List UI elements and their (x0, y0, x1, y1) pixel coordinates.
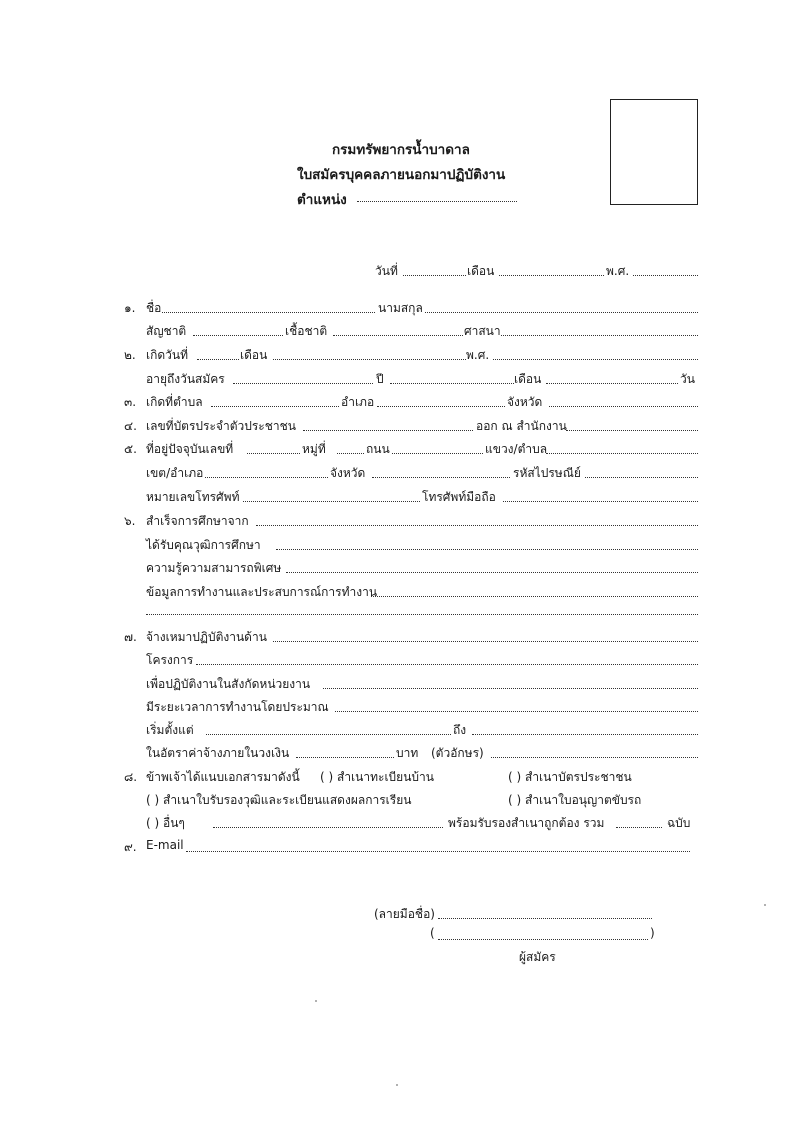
date-day-label: วันที่ (375, 264, 398, 278)
ethnicity-label: เชื้อชาติ (285, 324, 328, 338)
birth-year-field[interactable] (493, 359, 698, 360)
work-exp-field[interactable] (371, 596, 698, 597)
end-field[interactable] (472, 734, 698, 735)
name-label: ชื่อ (146, 301, 162, 315)
province-field[interactable] (372, 477, 510, 478)
birth-year-label: พ.ศ. (466, 348, 490, 362)
edu-from-field[interactable] (256, 525, 698, 526)
moo-label: หมู่ที่ (302, 442, 326, 456)
certify-total-label: พร้อมรับรองสำเนาถูกต้อง รวม (448, 816, 605, 830)
work-exp-field-2[interactable] (146, 614, 698, 615)
phone-label: หมายเลขโทรศัพท์ (146, 490, 240, 504)
work-exp-label: ข้อมูลการทำงานและประสบการณ์การทำงาน (146, 585, 378, 599)
duration-field[interactable] (335, 711, 698, 712)
road-field[interactable] (392, 453, 483, 454)
birth-day-label: เกิดวันที่ (146, 348, 189, 362)
road-label: ถนน (366, 442, 390, 456)
birth-month-label: เดือน (240, 348, 268, 362)
surname-label: นามสกุล (378, 301, 423, 315)
copies-field[interactable] (616, 827, 662, 828)
item-number-2: ๒. (124, 348, 136, 362)
birth-district-label: อำเภอ (341, 395, 375, 409)
doc-other-checkbox[interactable]: ( ) อื่นๆ (146, 816, 185, 830)
item-number-9: ๙. (124, 840, 137, 854)
department-title: กรมทรัพยากรน้ำบาดาล (332, 142, 470, 158)
hire-for-label: จ้างเหมาปฏิบัติงานด้าน (146, 630, 267, 644)
postcode-label: รหัสไปรษณีย์ (513, 466, 581, 480)
date-month-field[interactable] (499, 275, 604, 276)
baht-label: บาท (396, 746, 419, 760)
province-label: จังหวัด (330, 466, 366, 480)
postcode-field[interactable] (585, 477, 698, 478)
item-number-3: ๓. (124, 395, 137, 409)
position-label: ตำแหน่ง (297, 192, 347, 208)
age-days-field[interactable] (546, 383, 678, 384)
wage-words-field[interactable] (491, 757, 698, 758)
mobile-field[interactable] (503, 501, 698, 502)
skills-label: ความรู้ความสามารถพิเศษ (146, 561, 282, 575)
item-number-4: ๔. (124, 419, 137, 433)
item-number-1: ๑. (124, 301, 136, 315)
form-title: ใบสมัครบุคคลภายนอกมาปฏิบัติงาน (297, 167, 506, 183)
date-year-label: พ.ศ. (606, 264, 630, 278)
address-no-label: ที่อยู่ปัจจุบันเลขที่ (146, 442, 234, 456)
doc-house-checkbox[interactable]: ( ) สำเนาทะเบียนบ้าน (320, 770, 434, 784)
docs-attached-label: ข้าพเจ้าได้แนบเอกสารมาดังนี้ (146, 770, 300, 784)
address-no-field[interactable] (247, 453, 300, 454)
issued-at-field[interactable] (566, 430, 698, 431)
printed-name-field[interactable] (438, 939, 648, 940)
scan-speck (396, 1084, 398, 1086)
doc-other-field[interactable] (213, 827, 443, 828)
nationality-field[interactable] (193, 335, 283, 336)
date-month-label: เดือน (467, 264, 495, 278)
district-label: เขต/อำเภอ (146, 466, 204, 480)
skills-field[interactable] (286, 572, 698, 573)
paren-open: ( (430, 926, 435, 940)
item-number-8: ๘. (124, 770, 138, 784)
religion-label: ศาสนา (464, 324, 501, 338)
project-field[interactable] (196, 664, 698, 665)
subdistrict-field[interactable] (546, 453, 698, 454)
date-day-field[interactable] (403, 275, 466, 276)
item-number-5: ๕. (124, 442, 137, 456)
to-label: ถึง (453, 723, 467, 737)
copies-label: ฉบับ (667, 816, 691, 830)
in-words-label: (ตัวอักษร) (431, 746, 484, 760)
project-label: โครงการ (146, 653, 194, 667)
edu-from-label: สำเร็จการศึกษาจาก (146, 514, 249, 528)
email-field[interactable] (186, 851, 690, 852)
age-day-unit: วัน (680, 372, 695, 386)
duration-label: มีระยะเวลาการทำงานโดยประมาณ (146, 700, 329, 714)
doc-transcript-checkbox[interactable]: ( ) สำเนาใบรับรองวุฒิและระเบียนแสดงผลการเรียน (146, 793, 412, 807)
age-months-field[interactable] (390, 383, 514, 384)
name-field[interactable] (162, 312, 375, 313)
doc-idcard-checkbox[interactable]: ( ) สำเนาบัตรประชาชน (508, 770, 632, 784)
id-card-label: เลขที่บัตรประจำตัวประชาชน (146, 419, 296, 433)
degree-label: ได้รับคุณวุฒิการศึกษา (146, 538, 261, 552)
signature-label: (ลายมือชื่อ) (374, 907, 435, 921)
wage-field[interactable] (296, 757, 394, 758)
date-year-field[interactable] (633, 275, 698, 276)
degree-field[interactable] (276, 549, 698, 550)
moo-field[interactable] (337, 453, 364, 454)
mobile-label: โทรศัพท์มือถือ (422, 490, 496, 504)
start-field[interactable] (206, 734, 451, 735)
scan-speck (315, 1000, 317, 1002)
start-label: เริ่มตั้งแต่ (146, 723, 194, 737)
paren-close: ) (650, 926, 655, 940)
age-month-unit: เดือน (514, 372, 542, 386)
id-card-field[interactable] (303, 430, 473, 431)
birth-month-field[interactable] (273, 359, 466, 360)
unit-field[interactable] (323, 688, 698, 689)
phone-field[interactable] (243, 501, 420, 502)
wage-label: ในอัตราค่าจ้างภายในวงเงิน (146, 746, 290, 760)
birth-subdistrict-field[interactable] (211, 406, 339, 407)
email-label: E-mail (146, 838, 184, 852)
item-number-7: ๗. (124, 630, 137, 644)
scan-speck (764, 904, 766, 906)
signature-field[interactable] (438, 918, 652, 919)
surname-field[interactable] (425, 312, 698, 313)
birth-day-field[interactable] (197, 359, 239, 360)
doc-license-checkbox[interactable]: ( ) สำเนาใบอนุญาตขับรถ (508, 793, 642, 807)
subdistrict-label: แขวง/ตำบล (485, 442, 548, 456)
birth-province-label: จังหวัด (507, 395, 543, 409)
item-number-6: ๖. (124, 514, 136, 528)
district-field[interactable] (205, 477, 328, 478)
ethnicity-field[interactable] (333, 335, 463, 336)
birth-subdistrict-label: เกิดที่ตำบล (146, 395, 203, 409)
issued-at-label: ออก ณ สำนักงาน (476, 419, 567, 433)
photo-box (610, 99, 698, 205)
birth-district-field[interactable] (377, 406, 505, 407)
age-label: อายุถึงวันสมัคร (146, 372, 225, 386)
nationality-label: สัญชาติ (146, 324, 187, 338)
hire-for-field[interactable] (273, 641, 698, 642)
unit-label: เพื่อปฏิบัติงานในสังกัดหน่วยงาน (146, 677, 311, 691)
applicant-label: ผู้สมัคร (519, 950, 556, 964)
birth-province-field[interactable] (549, 406, 698, 407)
position-field[interactable] (357, 201, 517, 202)
age-year-unit: ปี (376, 372, 384, 386)
religion-field[interactable] (501, 335, 698, 336)
age-years-field[interactable] (233, 383, 373, 384)
